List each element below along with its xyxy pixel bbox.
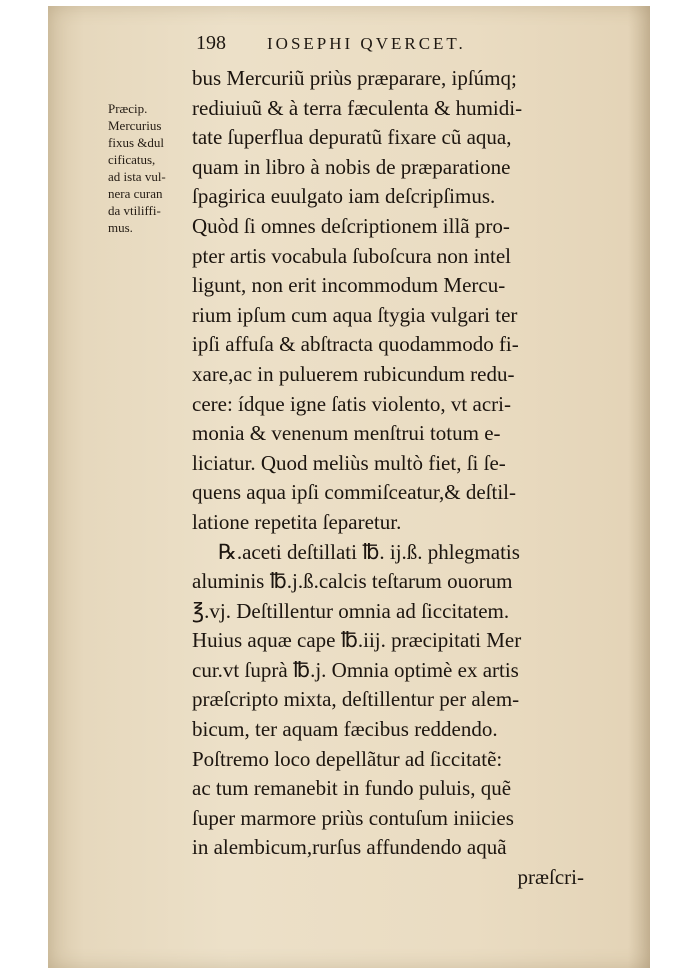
marginal-note [108,100,198,236]
text-line: cere: ídque igne ſatis violento, vt acri- [192,391,511,416]
text-line: liciatur. Quod meliùs multò fiet, ſi ſe- [192,450,506,475]
text-line: ℞.aceti deſtillati ℔. ij.ß. phlegmatis [218,539,520,564]
text-line: cur.vt ſuprà ℔.j. Omnia optimè ex artis [192,657,519,682]
running-head [196,32,556,55]
text-line: bicum, ter aquam fæcibus reddendo. [192,717,498,742]
text-line: aluminis ℔.j.ß.calcis teſtarum ouorum [192,569,513,594]
text-line: in alembicum,rurſus affundendo aquã [192,835,507,860]
text-line: rediuiuũ & à terra fæculenta & humidi- [192,95,523,120]
margin-note-line: ad ista vul- [108,169,166,184]
text-line: bus Mercuriũ priùs præparare, ipſúmq; [192,66,517,90]
text-line: tate ſuperflua depuratũ fixare cũ aqua, [192,125,512,150]
margin-note-line: cificatus, [108,152,156,167]
text-line: rium ipſum cum aqua ſtygia vulgari ter [192,302,518,327]
margin-note-line: mus. [108,220,133,235]
text-line: ℥.vj. Deſtillentur omnia ad ſiccitatem. [192,598,510,623]
text-line: quens aqua ipſi commiſceatur,& deſtil- [192,480,516,505]
text-line: latione repetita ſeparetur. [192,509,402,534]
text-line: pter artis vocabula ſuboſcura non intel [192,243,511,268]
page-number: 198 [196,32,226,54]
margin-note-line: fixus &dul [108,135,164,150]
text-line: ac tum remanebit in fundo puluis, quẽ [192,776,512,801]
margin-note-line: da vtiliffi- [108,203,161,218]
text-line: monia & venenum menſtrui totum e- [192,421,501,446]
text-line: quam in libro à nobis de præparatione [192,154,511,179]
text-line: ſpagirica euulgato iam deſcripſimus. [192,184,496,209]
text-line: xare,ac in puluerem rubicundum redu- [192,361,515,386]
text-line: Poſtremo loco depellãtur ad ſiccitatẽ: [192,746,503,771]
text-line: ligunt, non erit incommodum Mercu- [192,273,506,298]
text-line: Quòd ſi omnes deſcriptionem illã pro- [192,213,510,238]
margin-note-line: nera curan [108,186,163,201]
margin-note-line: Præcip. [108,101,148,116]
text-line: ſuper marmore priùs contuſum iniicies [192,805,514,830]
margin-note-line: Mercurius [108,118,162,133]
running-title: IOSEPHI QVERCET. [267,34,466,53]
body-text [192,64,596,893]
catchword: præſcri- [517,865,584,890]
text-line: præſcripto mixta, deſtillentur per alem- [192,687,520,712]
text-line: Huius aquæ cape ℔.iij. præcipitati Mer [192,628,522,653]
page-gutter-shadow [628,6,650,968]
text-line: ipſi affuſa & abſtracta quodammodo fi- [192,332,519,357]
